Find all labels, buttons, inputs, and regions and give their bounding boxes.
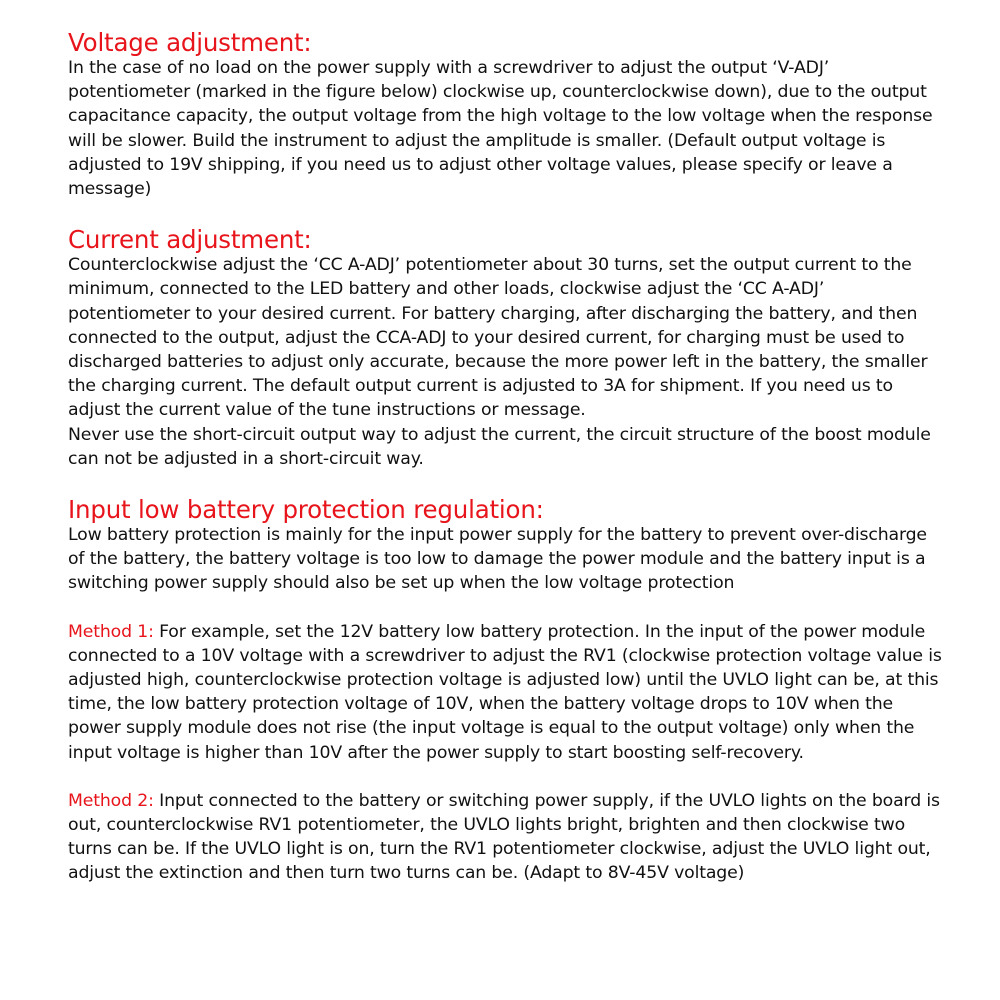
method-1-label: Method 1: bbox=[68, 621, 154, 642]
current-adjustment-section bbox=[68, 227, 948, 471]
voltage-adjustment-heading: Voltage adjustment: bbox=[68, 28, 312, 57]
voltage-adjustment-text: In the case of no load on the power supply with a screwdriver to adjust the output ‘V-ADJ’ potentiometer (marked in the figure below) clockwise up, counterclockwise down), due to the output capacitance capacity, the output voltage from the high voltage to the low voltage when the response will be slower. Build the instrument to adjust the amplitude is smaller. (Default output voltage is adjusted to 19V shipping, if you need us to adjust other voltage values, please specify or leave a message) bbox=[68, 58, 933, 200]
current-adjustment-warning: Never use the short-circuit output way to adjust the current, the circuit structure of the boost module can not be adjusted in a short-circuit way. bbox=[68, 424, 931, 469]
current-adjustment-text: Counterclockwise adjust the ‘CC A-ADJ’ potentiometer about 30 turns, set the output current to the minimum, connected to the LED battery and other loads, clockwise adjust the ‘CC A-ADJ’ potentiometer to your desired current. For battery charging, after discharging the battery, and then connected to the output, adjust the CCA-ADJ to your desired current, for charging must be used to discharged batteries to adjust only accurate, because the more power left in the battery, the smaller the charging current. The default output current is adjusted to 3A for shipment. If you need us to adjust the current value of the tune instructions or message. bbox=[68, 255, 928, 421]
current-adjustment-heading: Current adjustment: bbox=[68, 225, 312, 255]
low-battery-protection-section bbox=[68, 497, 948, 886]
method-2-label: Method 2: bbox=[68, 790, 154, 811]
voltage-adjustment-section bbox=[68, 30, 948, 201]
low-battery-protection-text: Low battery protection is mainly for the input power supply for the battery to prevent over-discharge of the battery, the battery voltage is too low to damage the power module and the battery input is a switching power supply should also be set up when the low voltage protection bbox=[68, 525, 927, 594]
method-1-text: For example, set the 12V battery low battery protection. In the input of the power module connected to a 10V voltage with a screwdriver to adjust the RV1 (clockwise protection voltage value is adjusted high, counterclockwise protection voltage is adjusted low) until the UVLO light can be, at this time, the low battery protection voltage of 10V, when the battery voltage drops to 10V when the power supply module does not rise (the input voltage is equal to the output voltage) only when the input voltage is higher than 10V after the power supply to start boosting self-recovery. bbox=[68, 621, 942, 763]
low-battery-protection-heading: Input low battery protection regulation: bbox=[68, 495, 544, 525]
method-2-text: Input connected to the battery or switching power supply, if the UVLO lights on the board is out, counterclockwise RV1 potentiometer, the UVLO lights bright, brighten and then clockwise two turns can be. If the UVLO light is on, turn the RV1 potentiometer clockwise, adjust the UVLO light out, adjust the extinction and then turn two turns can be. (Adapt to 8V-45V voltage) bbox=[68, 790, 940, 884]
method-2-paragraph bbox=[68, 789, 948, 886]
method-1-paragraph bbox=[68, 620, 948, 765]
document-page bbox=[68, 30, 948, 886]
